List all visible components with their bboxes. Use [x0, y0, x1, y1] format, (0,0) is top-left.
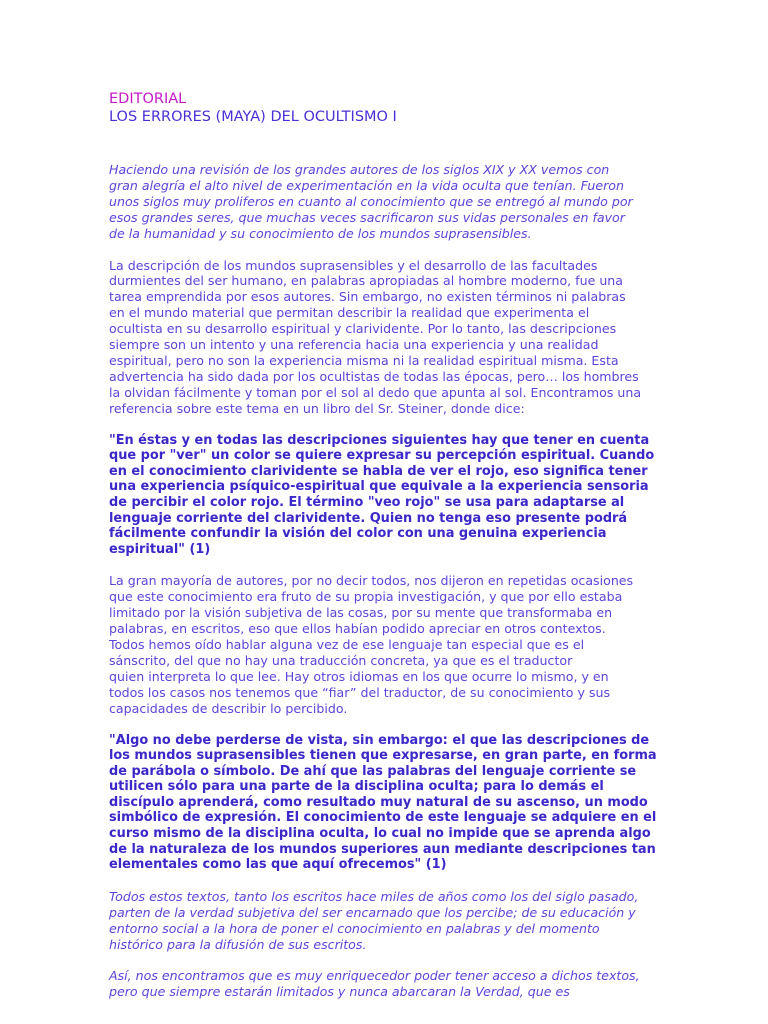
- article: [109, 90, 669, 1016]
- paragraph-intro: Haciendo una revisión de los grandes autores de los siglos XIX y XX vemos con gran alegría el alto nivel de experimentación en la vida oculta que tenían. Fueron unos siglos muy proliferos en cuanto al conocimiento que se entregó al mundo por esos grandes seres, que muchas veces sacrificaron sus vidas personales en favor de la humanidad y su conocimiento de los mundos suprasensibles.: [109, 162, 633, 241]
- paragraph-texts: Todos estos textos, tanto los escritos hace miles de años como los del siglo pasado, parten de la verdad subjetiva del ser encarnado que los percibe; de su educación y entorno social a la hora de poner el conocimiento en palabras y del momento histórico para la difusión de sus escritos.: [109, 888, 639, 952]
- paragraph-authors: La gran mayoría de autores, por no decir todos, nos dijeron en repetidas ocasiones que este conocimiento era fruto de su propia investigación, y que por ello estaba limitado por la visión subjetiva de las cosas, por su mente que transformaba en palabras, en escritos, eso que ellos habían podido apreciar en otros contextos. Todos hemos oído hablar alguna vez de ese lenguaje tan especial que es el sánscrito, del que no hay una traducción concreta, ya que es el traductor quien interpreta lo que lee. Hay otros idiomas en los que ocurre lo mismo, y en todos los casos nos tenemos que “fiar” del traductor, de su conocimiento y sus capacidades de describir lo percibido.: [109, 573, 634, 716]
- paragraph-descriptions: La descripción de los mundos suprasensibles y el desarrollo de las facultades durmientes del ser humano, en palabras apropiadas al hombre moderno, fue una tarea emprendida por esos autores. Sin embargo, no existen términos ni palabras en el mundo material que permitan describir la realidad que experimenta el ocultista en su desarrollo espiritual y clarividente. Por lo tanto, las descripciones siempre son un intento y una referencia hacia una experiencia y una realidad espiritual, pero no son la experiencia misma ni la realidad espiritual misma. Esta advertencia ha sido dada por los ocultistas de todas las épocas, pero… los hombres la olvidan fácilmente y toman por el sol al dedo que apunta al sol. Encontramos una referencia sobre este tema en un libro del Sr. Steiner, donde dice:: [109, 257, 642, 416]
- quote-steiner-1: "En éstas y en todas las descripciones siguientes hay que tener en cuenta que por "ver" un color se quiere expresar su percepción espiritual. Cuando en el conocimiento clarividente se habla de ver el rojo, eso significa tener una experiencia psíquico-espiritual que equivale a la experiencia sensoria de percibir el color rojo. El término "veo rojo" se usa para adaptarse al lenguaje corriente del clarividente. Quien no tenga eso presente podrá fácilmente confundir la visión del color con una genuina experiencia espiritual" (1): [109, 432, 655, 557]
- quote-steiner-2: "Algo no debe perderse de vista, sin embargo: el que las descripciones de los mundos suprasensibles tienen que expresarse, en gran parte, en forma de parábola o símbolo. De ahí que las palabras del lenguaje corriente se utilicen sólo para una parte de la disciplina oculta; para lo demás el discípulo aprenderá, como resultado muy natural de su ascenso, un modo simbólico de expresión. El conocimiento de este lenguaje se adquiere en el curso mismo de la disciplina oculta, lo cual no impide que se aprenda algo de la naturaleza de los mundos superiores aun mediante descripciones tan elementales como las que aquí ofrecemos" (1): [109, 732, 657, 873]
- paragraph-conclusion: Así, nos encontramos que es muy enriquecedor poder tener acceso a dichos textos, pero que siempre estarán limitados y nunca abarcaran la Verdad, que es: [109, 968, 640, 1000]
- section-kicker: EDITORIAL: [109, 91, 187, 107]
- article-title: LOS ERRORES (MAYA) DEL OCULTISMO I: [109, 109, 397, 125]
